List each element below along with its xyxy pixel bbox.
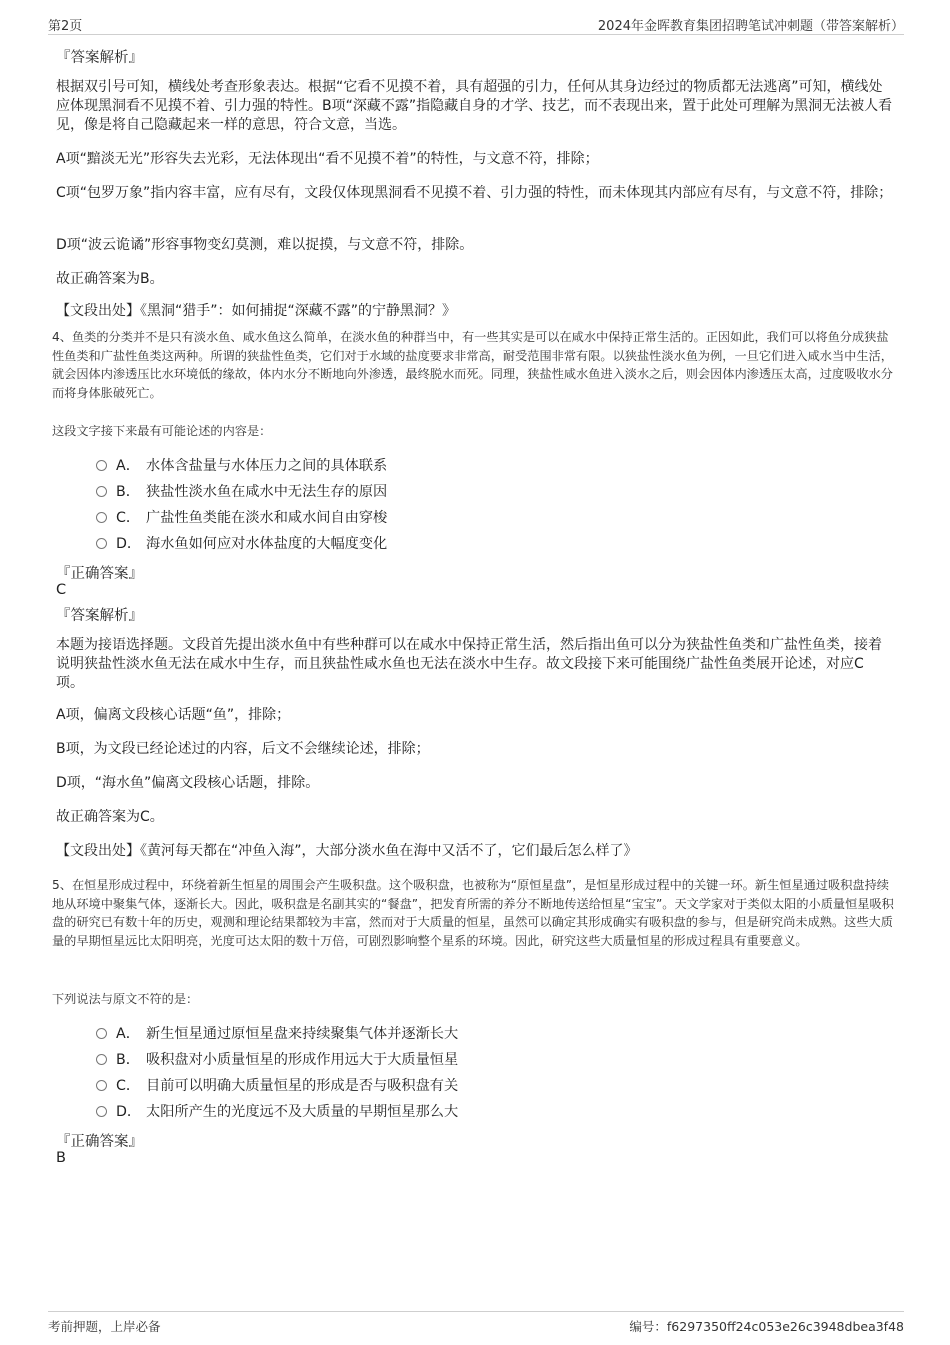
page-footer xyxy=(48,1311,904,1342)
q3-analysis-paragraph: 根据双引号可知，横线处考查形象表达。根据“它看不见摸不着，具有超强的引力，任何从其身边经过的物质都无法逃离”可知，横线处应体现黑洞看不见摸不着、引力强的特性。B项“深藏不露”指隐藏自身的才学、技艺，而不表现出来，置于此处可理解为黑洞无法被人看见，像是将自己隐藏起来一样的意思，符合文意，当选。 xyxy=(56,79,893,133)
q3-analysis-option-c: C项“包罗万象”指内容丰富，应有尽有，文段仅体现黑洞看不见摸不着、引力强的特性，而未体现其内部应有尽有，与文意不符，排除； xyxy=(56,185,893,201)
q4-answer-label: 『正确答案』 xyxy=(56,566,143,582)
q4-option-d[interactable] xyxy=(96,534,387,554)
document-title: 2024年金晖教育集团招聘笔试冲刺题（带答案解析） xyxy=(597,19,904,34)
q4-source: 【文段出处】《黄河每天都在“冲鱼入海”，大部分淡水鱼在海中又活不了，它们最后怎么样了》 xyxy=(56,843,638,859)
option-text: 目前可以明确大质量恒星的形成是否与吸积盘有关 xyxy=(146,1078,459,1094)
option-letter: A． xyxy=(116,1026,140,1042)
q5-answer-label: 『正确答案』 xyxy=(56,1134,143,1150)
option-letter: B． xyxy=(116,1052,140,1068)
radio-circle-icon[interactable] xyxy=(96,1028,107,1039)
footer-serial: 编号：f6297350ff24c053e26c3948dbea3f48 xyxy=(629,1319,904,1334)
q3-analysis-option-d: D项“波云诡谲”形容事物变幻莫测，难以捉摸，与文意不符，排除。 xyxy=(56,237,474,253)
option-text: 水体含盐量与水体压力之间的具体联系 xyxy=(146,458,388,474)
option-letter: C． xyxy=(116,510,141,526)
page-header xyxy=(48,12,904,35)
q4-passage: 4、鱼类的分类并不是只有淡水鱼、咸水鱼这么简单，在淡水鱼的种群当中，有一些其实是可以在咸水中保持正常生活的。正因如此，我们可以将鱼分成狭盐性鱼类和广盐性鱼类这两种。所谓的狭盐性鱼类，它们对于水域的盐度要求非常高，耐受范围非常有限。以狭盐性淡水鱼为例，一旦它们进入咸水当中生活，就会因体内渗透压比水环境低的缘故，体内水分不断地向外渗透，最终脱水而死。同理，狭盐性咸水鱼进入淡水之后，则会因体内渗透压太高，过度吸收水分而将身体胀破死亡。 xyxy=(52,330,893,400)
q5-option-b[interactable] xyxy=(96,1050,458,1070)
option-text: 吸积盘对小质量恒星的形成作用远大于大质量恒星 xyxy=(146,1052,459,1068)
option-letter: D． xyxy=(116,1104,142,1120)
q4-option-b[interactable] xyxy=(96,482,387,502)
option-text: 太阳所产生的光度远不及大质量的早期恒星那么大 xyxy=(146,1104,459,1120)
option-letter: B． xyxy=(116,484,140,500)
radio-circle-icon[interactable] xyxy=(96,1106,107,1117)
page-number: 第2页 xyxy=(48,19,83,34)
q4-analysis-paragraph: 本题为接语选择题。文段首先提出淡水鱼中有些种群可以在咸水中保持正常生活，然后指出鱼可以分为狭盐性鱼类和广盐性鱼类，接着说明狭盐性淡水鱼无法在咸水中生存，而且狭盐性咸水鱼也无法在淡水中生存。故文段接下来可能围绕广盐性鱼类展开论述，对应C项。 xyxy=(56,637,882,691)
q5-option-d[interactable] xyxy=(96,1102,458,1122)
q4-stem: 这段文字接下来最有可能论述的内容是： xyxy=(52,424,272,438)
footer-slogan: 考前押题，上岸必备 xyxy=(48,1319,161,1334)
option-text: 新生恒星通过原恒星盘来持续聚集气体并逐渐长大 xyxy=(146,1026,459,1042)
q4-answer: C xyxy=(56,582,67,598)
q4-analysis-label: 『答案解析』 xyxy=(56,608,143,624)
q5-stem: 下列说法与原文不符的是： xyxy=(52,992,199,1006)
radio-circle-icon[interactable] xyxy=(96,538,107,549)
q4-analysis-option-d: D项，“海水鱼”偏离文段核心话题，排除。 xyxy=(56,775,320,791)
q3-analysis-option-a: A项“黯淡无光”形容失去光彩，无法体现出“看不见摸不着”的特性，与文意不符，排除； xyxy=(56,151,599,167)
q5-option-a[interactable] xyxy=(96,1024,458,1044)
option-text: 海水鱼如何应对水体盐度的大幅度变化 xyxy=(146,536,388,552)
radio-circle-icon[interactable] xyxy=(96,486,107,497)
option-letter: D． xyxy=(116,536,142,552)
radio-circle-icon[interactable] xyxy=(96,460,107,471)
option-letter: C． xyxy=(116,1078,141,1094)
option-text: 狭盐性淡水鱼在咸水中无法生存的原因 xyxy=(146,484,388,500)
q5-passage: 5、在恒星形成过程中，环绕着新生恒星的周围会产生吸积盘。这个吸积盘，也被称为“原恒星盘”，是恒星形成过程中的关键一环。新生恒星通过吸积盘持续地从环境中聚集气体，逐渐长大。因此，吸积盘是名副其实的“餐盘”，把发育所需的养分不断地传送给恒星“宝宝”。天文学家对于类似太阳的小质量恒星吸积盘的研究已有数十年的历史，观测和理论结果都较为丰富，然而对于大质量的恒星，虽然可以确定其形成确实有吸积盘的参与，但是研究尚未成熟。这些大质量的早期恒星远比太阳明亮，光度可达太阳的数十万倍，可剧烈影响整个星系的环境。因此，研究这些大质量恒星的形成过程具有重要意义。 xyxy=(52,878,894,948)
q4-conclusion: 故正确答案为C。 xyxy=(56,809,164,825)
q4-option-c[interactable] xyxy=(96,508,387,528)
radio-circle-icon[interactable] xyxy=(96,1080,107,1091)
option-letter: A． xyxy=(116,458,140,474)
q3-conclusion: 故正确答案为B。 xyxy=(56,271,164,287)
q5-option-c[interactable] xyxy=(96,1076,458,1096)
q3-source: 【文段出处】《黑洞“猎手”：如何捕捉“深藏不露”的宁静黑洞？》 xyxy=(56,303,457,319)
q4-option-a[interactable] xyxy=(96,456,387,476)
radio-circle-icon[interactable] xyxy=(96,512,107,523)
q4-analysis-option-a: A项，偏离文段核心话题“鱼”，排除； xyxy=(56,707,291,723)
q4-analysis-option-b: B项，为文段已经论述过的内容，后文不会继续论述，排除； xyxy=(56,741,430,757)
q5-answer: B xyxy=(56,1150,66,1166)
q3-analysis-label: 『答案解析』 xyxy=(56,50,143,66)
radio-circle-icon[interactable] xyxy=(96,1054,107,1065)
option-text: 广盐性鱼类能在淡水和咸水间自由穿梭 xyxy=(146,510,388,526)
